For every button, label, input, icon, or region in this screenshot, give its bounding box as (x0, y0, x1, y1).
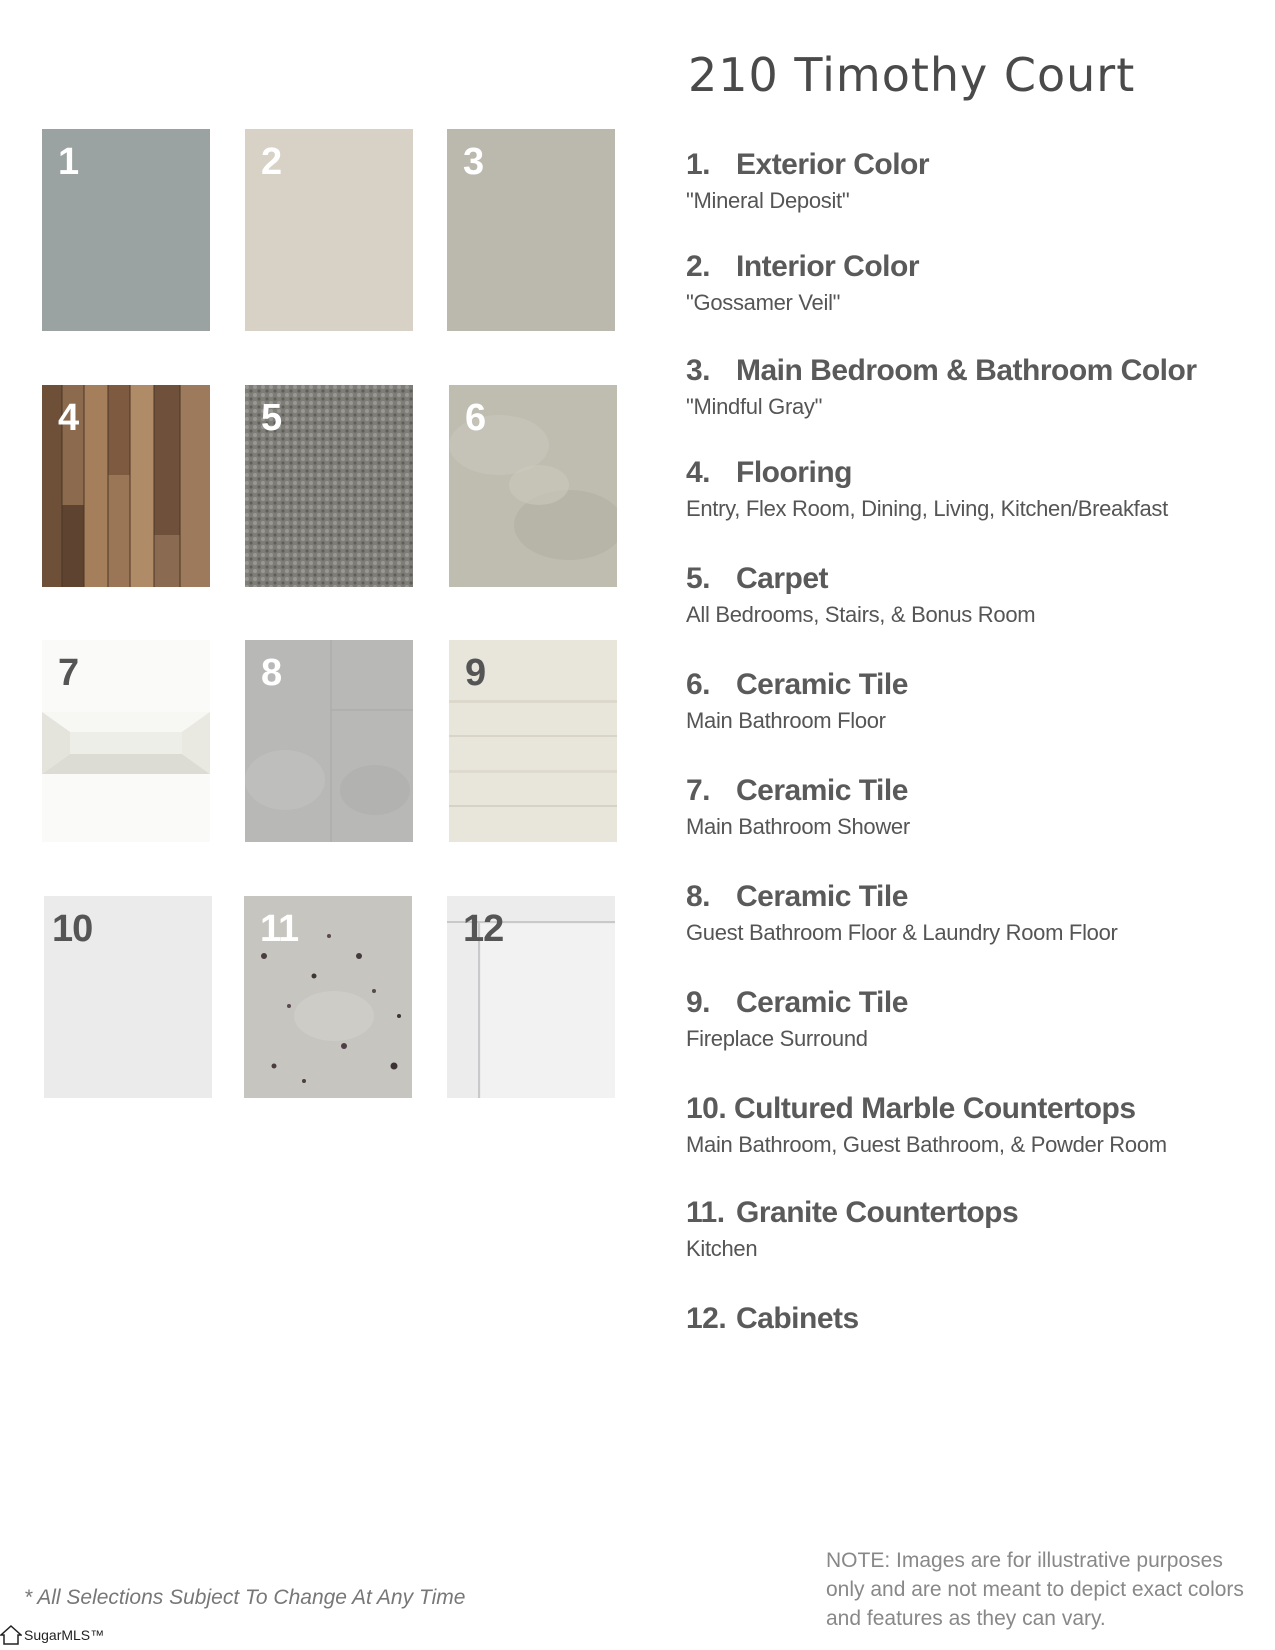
item-heading: 3. Main Bedroom & Bathroom Color (686, 354, 1197, 387)
swatch-number: 7 (58, 652, 79, 694)
swatch-number: 11 (260, 908, 299, 950)
swatch-number: 1 (58, 141, 79, 183)
item-detail: Main Bathroom Shower (686, 814, 910, 839)
list-item (686, 668, 908, 734)
logo-text: SugarMLS™ (24, 1627, 105, 1643)
swatch-number: 10 (52, 908, 93, 950)
swatch-number: 8 (261, 652, 282, 694)
mls-logo (0, 1624, 104, 1646)
item-detail: "Mineral Deposit" (686, 188, 850, 213)
item-detail: "Mindful Gray" (686, 394, 823, 419)
list-item (686, 148, 929, 214)
item-detail: Guest Bathroom Floor & Laundry Room Floor (686, 920, 1118, 945)
item-heading: 10. Cultured Marble Countertops (686, 1092, 1136, 1125)
list-item (686, 1092, 1167, 1158)
swatch-9-ceramic-tile (449, 640, 617, 842)
item-detail: Kitchen (686, 1236, 758, 1261)
item-heading: 12. Cabinets (686, 1302, 859, 1335)
item-detail: All Bedrooms, Stairs, & Bonus Room (686, 602, 1036, 627)
swatch-number: 12 (463, 908, 504, 950)
swatch-number: 2 (261, 141, 282, 183)
list-item (686, 562, 1035, 628)
item-heading: 9. Ceramic Tile (686, 986, 908, 1019)
swatch-2-interior-color (245, 129, 413, 331)
list-item (686, 250, 919, 316)
list-item (686, 986, 908, 1052)
swatch-6-ceramic-tile (449, 385, 617, 587)
swatch-11-granite (244, 896, 412, 1098)
illustrative-note: NOTE: Images are for illustrative purposes only and are not meant to depict exact colors and features as they can vary. (826, 1549, 1244, 1630)
list-item (686, 1196, 1018, 1262)
list-item (686, 1302, 859, 1336)
disclaimer-footnote: * All Selections Subject To Change At Any Time (24, 1586, 466, 1609)
item-heading: 2. Interior Color (686, 250, 920, 283)
item-heading: 7. Ceramic Tile (686, 774, 908, 807)
house-icon (0, 1624, 22, 1646)
item-detail: Main Bathroom, Guest Bathroom, & Powder Room (686, 1132, 1167, 1157)
swatch-3-bedroom-color (447, 129, 615, 331)
swatch-7-ceramic-tile (42, 640, 210, 842)
swatch-12-cabinets (447, 896, 615, 1098)
swatch-8-ceramic-tile (245, 640, 413, 842)
swatch-number: 4 (58, 397, 79, 439)
item-detail: Entry, Flex Room, Dining, Living, Kitchen/Breakfast (686, 496, 1168, 521)
item-heading: 6. Ceramic Tile (686, 668, 908, 701)
item-heading: 8. Ceramic Tile (686, 880, 908, 913)
swatch-1-exterior-color (42, 129, 210, 331)
swatch-number: 3 (463, 141, 484, 183)
item-heading: 4. Flooring (686, 456, 852, 489)
swatch-number: 6 (465, 397, 486, 439)
page-title: 210 Timothy Court (688, 48, 1136, 102)
swatch-number: 9 (465, 652, 486, 694)
item-heading: 1. Exterior Color (686, 148, 930, 181)
swatch-number: 5 (261, 397, 282, 439)
swatch-10-cultured-marble (44, 896, 212, 1098)
list-item (686, 456, 1168, 522)
item-heading: 11. Granite Countertops (686, 1196, 1019, 1229)
item-heading: 5. Carpet (686, 562, 829, 595)
list-item (686, 354, 1197, 420)
item-detail: Main Bathroom Floor (686, 708, 886, 733)
item-detail: Fireplace Surround (686, 1026, 868, 1051)
list-item (686, 774, 910, 840)
swatch-5-carpet (245, 385, 413, 587)
swatch-4-flooring (42, 385, 210, 587)
item-detail: "Gossamer Veil" (686, 290, 841, 315)
list-item (686, 880, 1118, 946)
